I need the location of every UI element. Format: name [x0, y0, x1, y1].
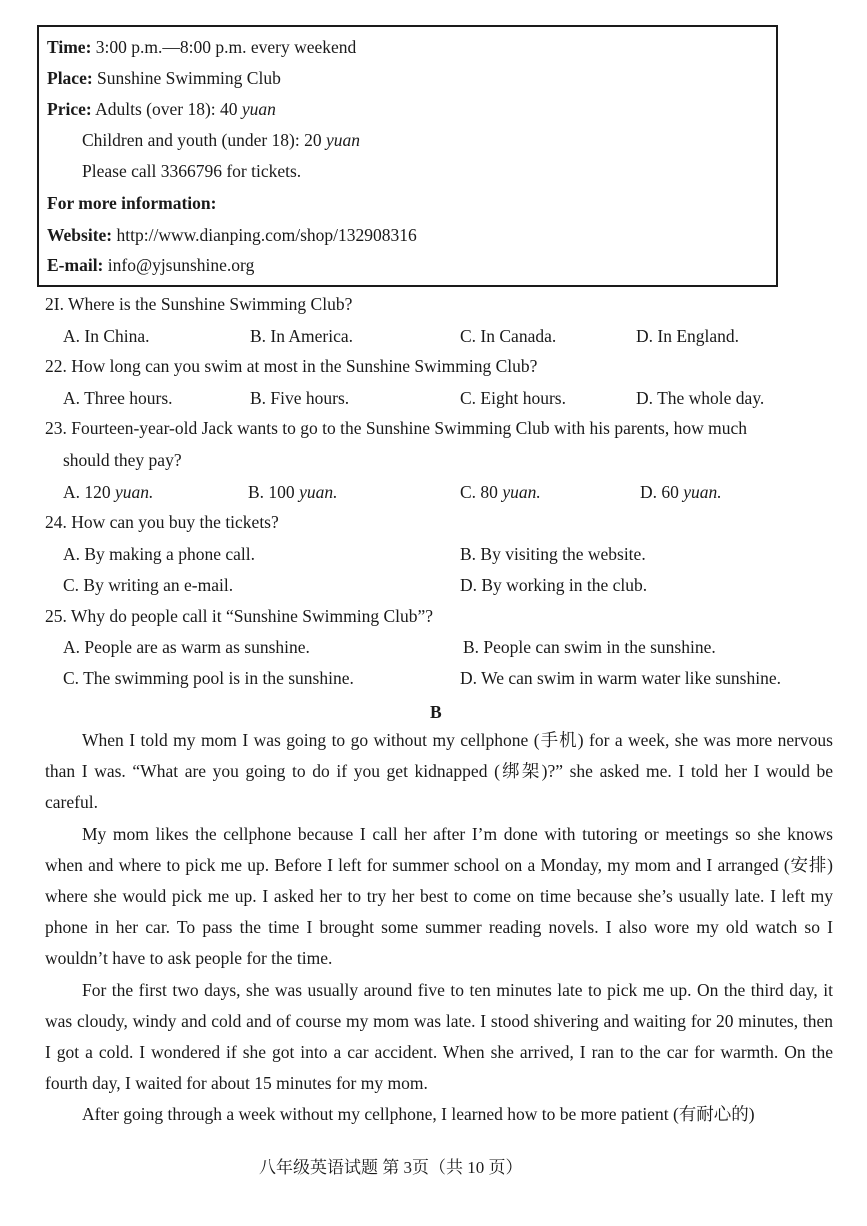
time-line — [47, 37, 356, 58]
page-footer: 八年级英语试题 第 3页（共 10 页） — [259, 1158, 523, 1177]
q24-option-c: C. By writing an e-mail. — [63, 575, 234, 595]
email-value: info@yjsunshine.org — [107, 255, 255, 275]
question-21-stem: 2I. Where is the Sunshine Swimming Club? — [45, 294, 353, 314]
passage-paragraph-4: After going through a week without my cellphone, I learned how to be more patient (有耐心的) — [82, 1104, 755, 1124]
passage-paragraph-3: For the first two days, she was usually around five to ten minutes late to pick me up. On the third day, it was cloudy, windy and cold and of course my mom was late. I stood shivering and waiting for 20 minutes, then I got a cold. I wondered if she got into a car accident. When she arrived, I ran to the car for warmth. On the fourth day, I waited for about 15 minutes for my mom. — [45, 980, 833, 1093]
currency-children: yuan — [325, 130, 361, 150]
time-label: Time: — [47, 37, 92, 57]
q23-option-b-unit: yuan. — [299, 482, 338, 502]
price-line — [47, 99, 276, 120]
passage-paragraph-1: When I told my mom I was going to go without my cellphone (手机) for a week, she was more nervous than I was. “What are you going to do if you get kidnapped (绑架)?” she asked me. I told her I would be careful. — [45, 730, 833, 812]
q23-option-c-value: C. 80 — [460, 482, 498, 502]
currency-adults: yuan — [241, 99, 276, 119]
email-line — [47, 255, 254, 276]
q24-option-b: B. By visiting the website. — [460, 544, 646, 564]
q23-option-a-unit: yuan. — [115, 482, 154, 502]
q25-option-b: B. People can swim in the sunshine. — [463, 637, 716, 657]
q25-option-d: D. We can swim in warm water like sunshine. — [460, 668, 781, 688]
time-value: 3:00 p.m.—8:00 p.m. every weekend — [95, 37, 357, 57]
q21-option-c: C. In Canada. — [460, 326, 557, 346]
passage-paragraph-2: My mom likes the cellphone because I call her after I’m done with tutoring or meetings so she knows when and where to pick me up. Before I left for summer school on a Monday, my mom and I arranged (安排) where she would pick me up. I asked her to try her best to come on time because she’s usually late. I left my phone in her car. To pass the time I brought some summer reading novels. I also wore my old watch so I wouldn’t have to ask people for the time. — [45, 824, 833, 968]
q24-option-d: D. By working in the club. — [460, 575, 648, 595]
price-adults: Adults (over 18): 40 — [95, 99, 238, 119]
q22-option-b: B. Five hours. — [250, 388, 350, 408]
section-b-heading: B — [430, 702, 442, 722]
q25-option-c: C. The swimming pool is in the sunshine. — [63, 668, 354, 688]
q21-option-b: B. In America. — [250, 326, 354, 346]
question-24-stem: 24. How can you buy the tickets? — [45, 512, 279, 532]
event-info-box — [37, 25, 778, 287]
q23-option-c — [460, 482, 541, 503]
q23-option-a-value: A. 120 — [63, 482, 111, 502]
price-label: Price: — [47, 99, 92, 119]
question-25-stem: 25. Why do people call it “Sunshine Swimming Club”? — [45, 606, 434, 626]
q21-option-d: D. In England. — [636, 326, 740, 346]
q23-option-b — [248, 482, 337, 503]
q23-option-d-unit: yuan. — [683, 482, 722, 502]
question-23-stem-line1: 23. Fourteen-year-old Jack wants to go to the Sunshine Swimming Club with his parents, how much — [45, 418, 747, 438]
place-label: Place: — [47, 68, 93, 88]
q25-option-a: A. People are as warm as sunshine. — [63, 637, 310, 657]
q23-option-d — [640, 482, 722, 503]
q22-option-c: C. Eight hours. — [460, 388, 566, 408]
q22-option-a: A. Three hours. — [63, 388, 173, 408]
q23-option-c-unit: yuan. — [502, 482, 541, 502]
q23-option-b-value: B. 100 — [248, 482, 295, 502]
q24-option-a: A. By making a phone call. — [63, 544, 255, 564]
question-22-stem: 22. How long can you swim at most in the Sunshine Swimming Club? — [45, 356, 538, 376]
email-label: E-mail: — [47, 255, 104, 275]
q21-option-a: A. In China. — [63, 326, 150, 346]
place-value: Sunshine Swimming Club — [97, 68, 281, 88]
website-value: http://www.dianping.com/shop/132908316 — [116, 225, 417, 245]
q23-option-a — [63, 482, 153, 503]
place-line — [47, 68, 281, 89]
price-children-line — [82, 130, 360, 151]
price-children: Children and youth (under 18): 20 — [82, 130, 322, 150]
website-line — [47, 225, 417, 246]
question-23-stem-line2: should they pay? — [63, 450, 182, 470]
website-label: Website: — [47, 225, 113, 245]
call-line: Please call 3366796 for tickets. — [82, 161, 302, 181]
more-info-heading: For more information: — [47, 193, 217, 213]
q22-option-d: D. The whole day. — [636, 388, 765, 408]
q23-option-d-value: D. 60 — [640, 482, 679, 502]
